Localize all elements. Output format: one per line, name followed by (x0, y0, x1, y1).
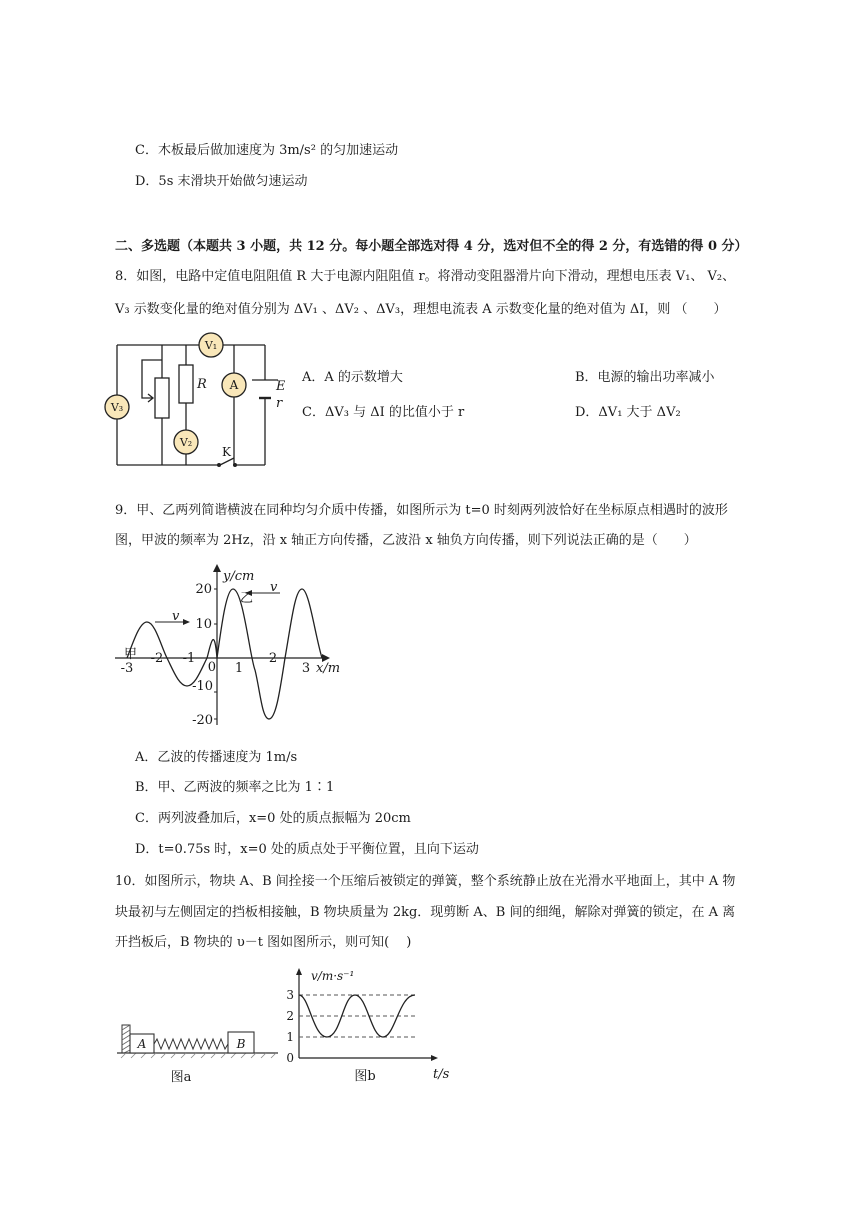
y-tick-neg10: -10 (192, 679, 213, 694)
q9-option-c: C．两列波叠加后，x=0 处的质点振幅为 20cm (135, 811, 411, 826)
q10-stem-line3: 开挡板后，B 物块的 υ－t 图如图所示，则可知( ) (115, 935, 412, 950)
x-tick-neg2: -2 (150, 651, 164, 666)
voltmeter-v3-label: V₃ (110, 401, 124, 414)
ammeter-label: A (229, 378, 239, 392)
x-tick-neg3: -3 (120, 661, 134, 676)
switch-label: K (222, 445, 231, 459)
figure-b-y-tick-3: 3 (286, 988, 294, 1002)
y-tick-10: 10 (195, 617, 212, 632)
q8-option-a: A．A 的示数增大 (302, 370, 403, 385)
q9-option-b: B．甲、乙两波的频率之比为 1∶1 (135, 780, 335, 795)
q10-figure-b-velocity-graph (283, 965, 458, 1090)
figure-b-y-tick-2: 2 (286, 1009, 294, 1023)
q8-circuit-diagram (100, 330, 285, 470)
q9-option-d: D．t=0.75s 时，x=0 处的质点处于平衡位置，且向下运动 (135, 842, 479, 857)
resistor-r-label: R (197, 377, 207, 392)
q9-stem-line2: 图，甲波的频率为 2Hz，沿 x 轴正方向传播，乙波沿 x 轴负方向传播，则下列说法正确的是（ ） (115, 533, 697, 548)
q8-stem-line1: 8．如图，电路中定值电阻阻值 R 大于电源内阻阻值 r。将滑动变阻器滑片向下滑动，理想电压表 V₁、 V₂、 (115, 269, 736, 284)
figure-a-caption: 图a (170, 1070, 192, 1085)
voltmeter-v2-label: V₂ (179, 436, 193, 449)
block-a-label: A (137, 1037, 147, 1051)
block-b-label: B (236, 1037, 246, 1051)
q9-y-axis-label: y/cm (223, 569, 255, 584)
q10-figure-a (113, 1020, 283, 1090)
q9-x-axis-label: x/m (316, 661, 341, 676)
wave-jia-label: 甲 (124, 647, 138, 662)
q9-stem-line1: 9．甲、乙两列简谐横波在同种均匀介质中传播，如图所示为 t=0 时刻两列波恰好在坐标原点相遇时的波形 (115, 503, 728, 518)
wave-yi-velocity-label: v (270, 580, 278, 595)
y-tick-0: 0 (207, 660, 216, 675)
figure-b-y-tick-0: 0 (286, 1051, 294, 1065)
q7-option-c: C．木板最后做加速度为 3m/s² 的匀加速运动 (135, 143, 399, 158)
q8-option-b: B．电源的输出功率减小 (575, 370, 715, 385)
section-heading: 二、多选题（本题共 3 小题，共 12 分。每小题全部选对得 4 分，选对但不全的得 2 分，有选错的得 0 分） (115, 239, 748, 254)
figure-b-caption: 图b (354, 1069, 376, 1084)
q8-stem-line2: V₃ 示数变化量的绝对值分别为 ΔV₁ 、ΔV₂ 、ΔV₃，理想电流表 A 示数变化量的绝对值为 ΔI，则 （ ） (115, 302, 727, 317)
q9-wave-graph (110, 560, 350, 730)
voltmeter-v1-label: V₁ (204, 339, 218, 352)
q9-option-a: A．乙波的传播速度为 1m/s (135, 750, 298, 765)
q10-stem-line1: 10．如图所示，物块 A、B 间拴接一个压缩后被锁定的弹簧，整个系统静止放在光滑水平地面上，其中 A 物 (115, 874, 736, 889)
wave-jia-velocity-label: v (172, 609, 180, 624)
figure-b-x-axis-label: t/s (433, 1067, 450, 1082)
figure-b-y-tick-1: 1 (286, 1030, 294, 1044)
x-tick-3: 3 (301, 661, 311, 676)
figure-b-y-axis-label: v/m·s⁻¹ (311, 969, 355, 983)
q8-option-d: D．ΔV₁ 大于 ΔV₂ (575, 405, 681, 420)
x-tick-1: 1 (234, 661, 244, 676)
y-tick-20: 20 (195, 582, 212, 597)
y-tick-neg20: -20 (192, 713, 213, 728)
q7-option-d: D．5s 末滑块开始做匀速运动 (135, 174, 308, 189)
wave-yi-label: 乙 (240, 591, 254, 606)
q8-option-c: C．ΔV₃ 与 ΔI 的比值小于 r (302, 405, 465, 420)
internal-resistance-label: r (276, 396, 283, 411)
emf-label: E (276, 379, 285, 394)
x-tick-2: 2 (268, 651, 278, 666)
x-tick-neg1: -1 (182, 651, 196, 666)
q10-stem-line2: 块最初与左侧固定的挡板相接触，B 物块质量为 2kg．现剪断 A、B 间的细绳，解除对弹簧的锁定，在 A 离 (115, 905, 736, 920)
